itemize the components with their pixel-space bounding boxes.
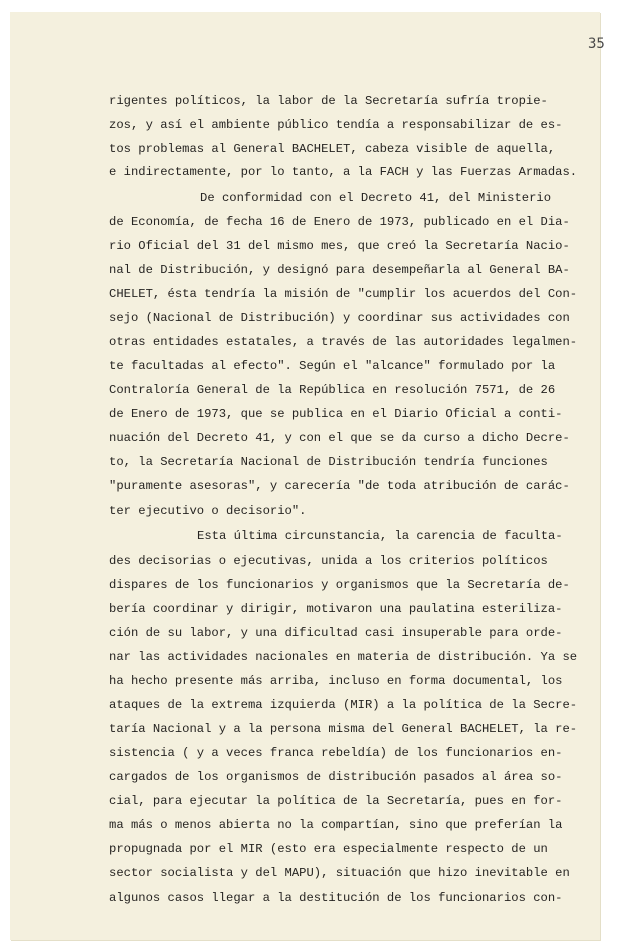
page-number: 35	[588, 36, 605, 52]
text-line: cial, para ejecutar la política de la Secretaría, pues en for-	[109, 794, 563, 808]
text-line: Contraloría General de la República en resolución 7571, de 26	[109, 383, 556, 397]
text-line: nar las actividades nacionales en materia de distribución. Ya se	[109, 650, 578, 664]
text-line: ha hecho presente más arriba, incluso en forma documental, los	[109, 674, 563, 688]
text-line: Esta última circunstancia, la carencia de faculta-	[197, 529, 563, 543]
text-line: e indirectamente, por lo tanto, a la FACH y las Fuerzas Armadas.	[109, 165, 578, 179]
text-line: dispares de los funcionarios y organismos que la Secretaría de-	[109, 578, 570, 592]
text-line: De conformidad con el Decreto 41, del Ministerio	[200, 191, 552, 205]
text-line: de Enero de 1973, que se publica en el Diario Oficial a conti-	[109, 407, 563, 421]
text-line: propugnada por el MIR (esto era especialmente respecto de un	[109, 842, 548, 856]
text-line: zos, y así el ambiente público tendía a responsabilizar de es-	[109, 118, 563, 132]
text-line: algunos casos llegar a la destitución de los funcionarios con-	[109, 891, 563, 905]
text-line: taría Nacional y a la persona misma del General BACHELET, la re-	[109, 722, 578, 736]
text-line: to, la Secretaría Nacional de Distribución tendría funciones	[109, 455, 548, 469]
text-line: ter ejecutivo o decisorio".	[109, 504, 307, 518]
text-line: ataques de la extrema izquierda (MIR) a la política de la Secre-	[109, 698, 578, 712]
text-line: de Economía, de fecha 16 de Enero de 1973, publicado en el Dia-	[109, 215, 570, 229]
text-line: tos problemas al General BACHELET, cabeza visible de aquella,	[109, 142, 556, 156]
text-line: nuación del Decreto 41, y con el que se da curso a dicho Decre-	[109, 431, 570, 445]
text-line: ción de su labor, y una dificultad casi insuperable para orde-	[109, 626, 563, 640]
text-line: ma más o menos abierta no la compartían, sino que preferían la	[109, 818, 563, 832]
text-line: otras entidades estatales, a través de las autoridades legalmen-	[109, 335, 578, 349]
text-line: cargados de los organismos de distribución pasados al área so-	[109, 770, 563, 784]
text-line: des decisorias o ejecutivas, unida a los criterios políticos	[109, 554, 548, 568]
text-line: nal de Distribución, y designó para desempeñarla al General BA-	[109, 263, 570, 277]
text-line: "puramente asesoras", y carecería "de toda atribución de carác-	[109, 479, 570, 493]
text-line: sejo (Nacional de Distribución) y coordinar sus actividades con	[109, 311, 570, 325]
text-line: CHELET, ésta tendría la misión de "cumplir los acuerdos del Con-	[109, 287, 578, 301]
text-line: bería coordinar y dirigir, motivaron una paulatina esteriliza-	[109, 602, 563, 616]
text-line: sector socialista y del MAPU), situación que hizo inevitable en	[109, 866, 570, 880]
text-line: te facultadas al efecto". Según el "alcance" formulado por la	[109, 359, 556, 373]
text-line: rio Oficial del 31 del mismo mes, que creó la Secretaría Nacio-	[109, 239, 570, 253]
text-line: sistencia ( y a veces franca rebeldía) de los funcionarios en-	[109, 746, 563, 760]
text-line: rigentes políticos, la labor de la Secretaría sufría tropie-	[109, 94, 548, 108]
